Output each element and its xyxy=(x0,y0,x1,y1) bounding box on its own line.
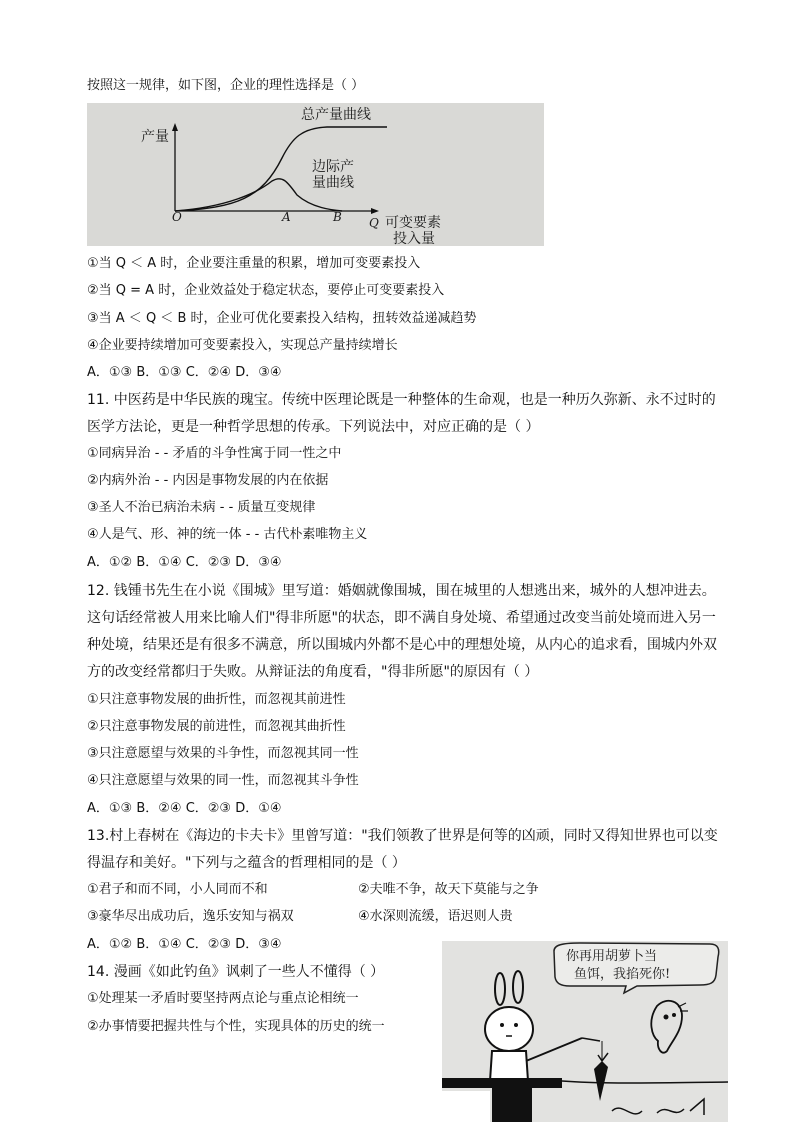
q11-answers: A．①② B．①④ C．②③ D．③④ xyxy=(87,555,282,570)
speech-bubble-line-1: 你再用胡萝卜当 xyxy=(566,949,658,964)
q13-answers: A．①② B．①④ C．②③ D．③④ xyxy=(87,937,282,952)
q13-option-2: ②夫唯不争，故天下莫能与之争 xyxy=(358,882,539,897)
marginal-curve-label-2: 量曲线 xyxy=(312,175,354,191)
total-curve-label: 总产量曲线 xyxy=(301,107,371,123)
q10-option-2: ②当 Q = A 时，企业效益处于稳定状态，要停止可变要素投入 xyxy=(87,283,445,298)
q10-option-4: ④企业要持续增加可变要素投入，实现总产量持续增长 xyxy=(87,338,398,353)
speech-bubble-line-2: 鱼饵，我掐死你! xyxy=(574,967,671,982)
q12-answers: A．①③ B．②④ C．②③ D．①④ xyxy=(87,801,282,816)
q10-answers: A．①③ B．①③ C．②④ D．③④ xyxy=(87,365,282,380)
q12-stem-line-3: 种处境，结果还是有很多不满意，所以围城内外都不是心中的理想处境，从内心的追求看，围城内外双 xyxy=(87,637,717,653)
x-axis-label-1: 可变要素 xyxy=(385,215,441,231)
q10-option-3: ③当 A ＜ Q ＜ B 时，企业可优化要素投入结构，扭转效益递减趋势 xyxy=(87,311,477,326)
q13-option-1: ①君子和而不同，小人同而不和 xyxy=(87,882,268,897)
q11-option-1: ①同病异治 - - 矛盾的斗争性寓于同一性之中 xyxy=(87,446,342,461)
q12-option-1: ①只注意事物发展的曲折性，而忽视其前进性 xyxy=(87,692,346,707)
q11-option-4: ④人是气、形、神的统一体 - - 古代朴素唯物主义 xyxy=(87,527,368,542)
q11-option-3: ③圣人不治已病治未病 - - 质量互变规律 xyxy=(87,500,316,515)
q11-stem-line-1: 11. 中医药是中华民族的瑰宝。传统中医理论既是一种整体的生命观，也是一种历久弥新、永不过时的 xyxy=(87,392,716,408)
q14-option-2: ②办事情要把握共性与个性，实现具体的历史的统一 xyxy=(87,1019,385,1034)
marginal-curve-label-1: 边际产 xyxy=(312,159,354,175)
origin-label: O xyxy=(172,210,182,224)
q12-stem-line-1: 12. 钱锺书先生在小说《围城》里写道：婚姻就像围城，围在城里的人想逃出来，城外的人想冲进去。 xyxy=(87,583,716,599)
y-axis-label: 产量 xyxy=(141,129,169,145)
point-q-label: Q xyxy=(369,216,379,230)
point-b-label: B xyxy=(333,210,342,224)
q13-option-3: ③豪华尽出成功后，逸乐安知与祸双 xyxy=(87,909,294,924)
q13-stem-line-1: 13.村上春树在《海边的卡夫卡》里曾写道："我们领教了世界是何等的凶顽，同时又得知世界也可以变 xyxy=(87,828,718,844)
q11-option-2: ②内病外治 - - 内因是事物发展的内在依据 xyxy=(87,473,329,488)
q13-option-4: ④水深则流缓，语迟则人贵 xyxy=(358,909,513,924)
question-intro: 按照这一规律，如下图，企业的理性选择是（ ） xyxy=(87,78,365,93)
q10-option-1: ①当 Q ＜ A 时，企业要注重量的积累，增加可变要素投入 xyxy=(87,256,421,271)
q12-stem-line-4: 方的改变经常都归于失败。从辩证法的角度看，"得非所愿"的原因有（ ） xyxy=(87,664,539,680)
q11-stem-line-2: 医学方法论，更是一种哲学思想的传承。下列说法中，对应正确的是（ ） xyxy=(87,419,540,435)
q12-option-3: ③只注意愿望与效果的斗争性，而忽视其同一性 xyxy=(87,746,359,761)
x-axis-label-2: 投入量 xyxy=(393,231,435,246)
q12-option-4: ④只注意愿望与效果的同一性，而忽视其斗争性 xyxy=(87,773,359,788)
point-a-label: A xyxy=(282,210,291,224)
fishing-cartoon xyxy=(442,941,728,1122)
production-curve-figure xyxy=(87,103,544,246)
q13-stem-line-2: 得温存和美好。"下列与之蕴含的哲理相同的是（ ） xyxy=(87,855,406,871)
q14-option-1: ①处理某一矛盾时要坚持两点论与重点论相统一 xyxy=(87,991,359,1006)
q14-stem: 14. 漫画《如此钓鱼》讽刺了一些人不懂得（ ） xyxy=(87,964,385,980)
q12-stem-line-2: 这句话经常被人用来比喻人们"得非所愿"的状态，即不满自身处境、希望通过改变当前处境而进入另一 xyxy=(87,610,716,626)
q12-option-2: ②只注意事物发展的前进性，而忽视其曲折性 xyxy=(87,719,346,734)
